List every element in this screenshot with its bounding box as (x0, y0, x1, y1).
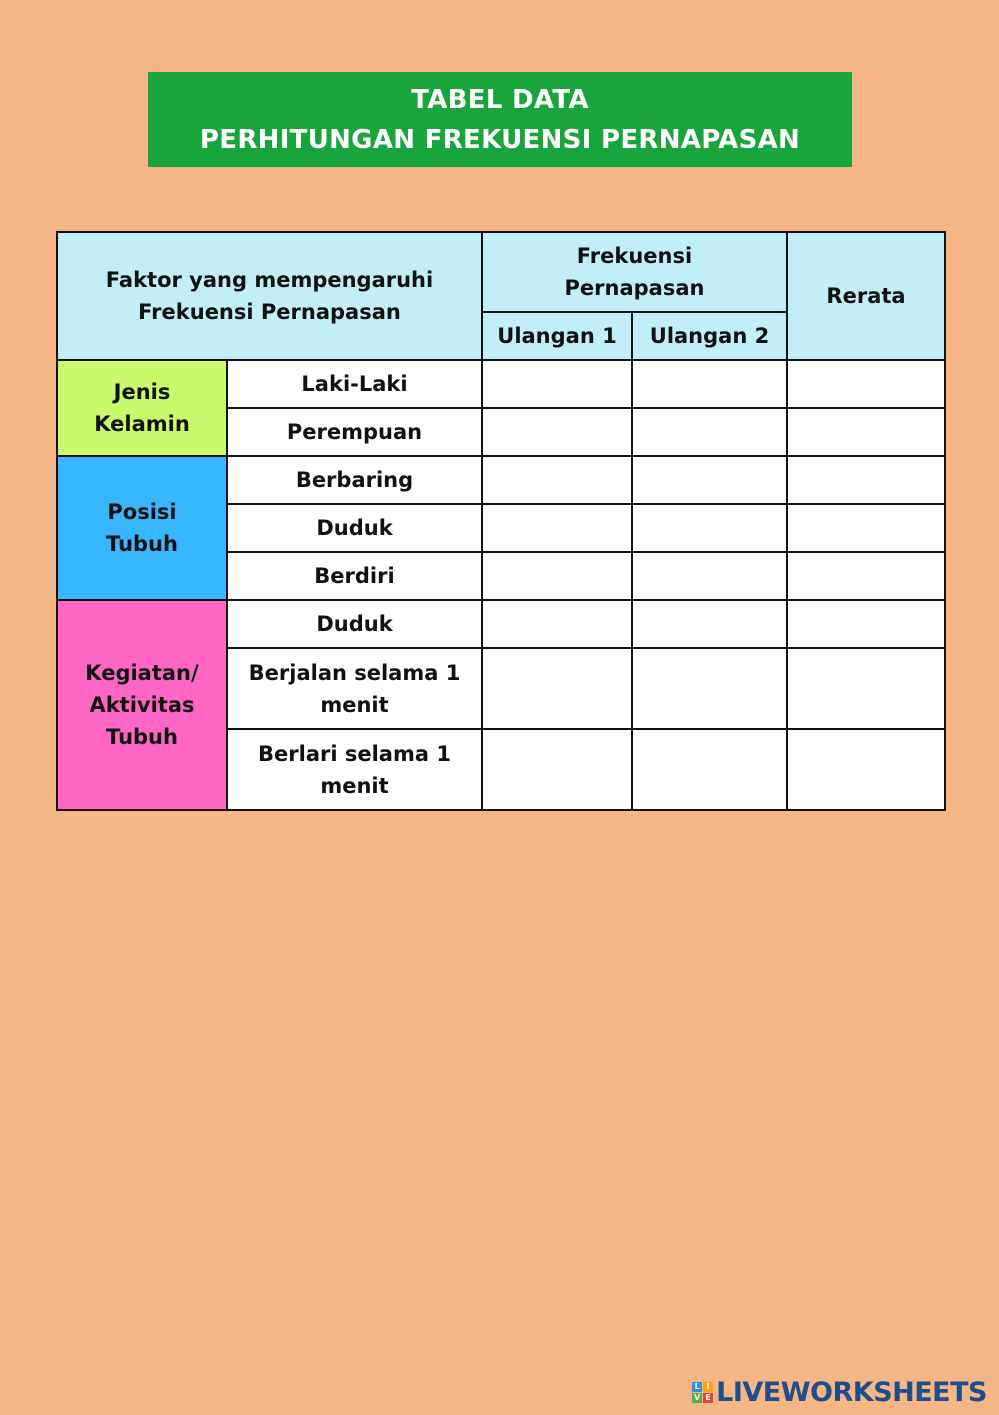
liveworksheets-icon (692, 1382, 713, 1403)
logo-letter-l: L (692, 1382, 702, 1392)
title-line-2: PERHITUNGAN FREKUENSI PERNAPASAN (199, 125, 801, 155)
cell-rep1[interactable] (482, 552, 632, 600)
cell-average[interactable] (787, 648, 945, 729)
cell-rep2[interactable] (632, 408, 787, 456)
cell-average[interactable] (787, 552, 945, 600)
cell-rep1[interactable] (482, 648, 632, 729)
cell-average[interactable] (787, 729, 945, 810)
brand-logo (692, 1377, 987, 1407)
cell-rep1[interactable] (482, 408, 632, 456)
logo-letter-v: V (694, 1392, 701, 1402)
cell-rep1[interactable] (482, 360, 632, 408)
cell-average[interactable] (787, 408, 945, 456)
row-item: Berdiri (227, 552, 482, 600)
header-rep1: Ulangan 1 (482, 312, 632, 360)
cell-average[interactable] (787, 360, 945, 408)
row-item: Berbaring (227, 456, 482, 504)
title-banner (148, 72, 852, 167)
brand-name: LIVEWORKSHEETS (716, 1376, 987, 1408)
header-average: Rerata (787, 232, 945, 360)
logo-letter-e: E (703, 1393, 713, 1403)
cell-average[interactable] (787, 504, 945, 552)
cell-average[interactable] (787, 456, 945, 504)
cell-rep2[interactable] (632, 729, 787, 810)
row-item: Duduk (227, 504, 482, 552)
row-item: Duduk (227, 600, 482, 648)
row-item: Laki-Laki (227, 360, 482, 408)
cell-average[interactable] (787, 600, 945, 648)
data-table (56, 231, 946, 811)
cell-rep2[interactable] (632, 552, 787, 600)
category-posture: Posisi Tubuh (57, 456, 227, 600)
cell-rep1[interactable] (482, 600, 632, 648)
logo-letter-i: I (703, 1382, 713, 1392)
title-line-1: TABEL DATA (411, 85, 589, 115)
category-activity: Kegiatan/ Aktivitas Tubuh (57, 600, 227, 810)
row-item: Berjalan selama 1 menit (227, 648, 482, 729)
cell-rep1[interactable] (482, 456, 632, 504)
cell-rep1[interactable] (482, 729, 632, 810)
row-item: Berlari selama 1 menit (227, 729, 482, 810)
header-frequency: Frekuensi Pernapasan (482, 232, 787, 312)
category-gender: Jenis Kelamin (57, 360, 227, 456)
row-item: Perempuan (227, 408, 482, 456)
cell-rep2[interactable] (632, 600, 787, 648)
cell-rep2[interactable] (632, 456, 787, 504)
cell-rep2[interactable] (632, 360, 787, 408)
cell-rep2[interactable] (632, 648, 787, 729)
header-factor: Faktor yang mempengaruhi Frekuensi Pernapasan (57, 232, 482, 360)
cell-rep2[interactable] (632, 504, 787, 552)
header-rep2: Ulangan 2 (632, 312, 787, 360)
cell-rep1[interactable] (482, 504, 632, 552)
